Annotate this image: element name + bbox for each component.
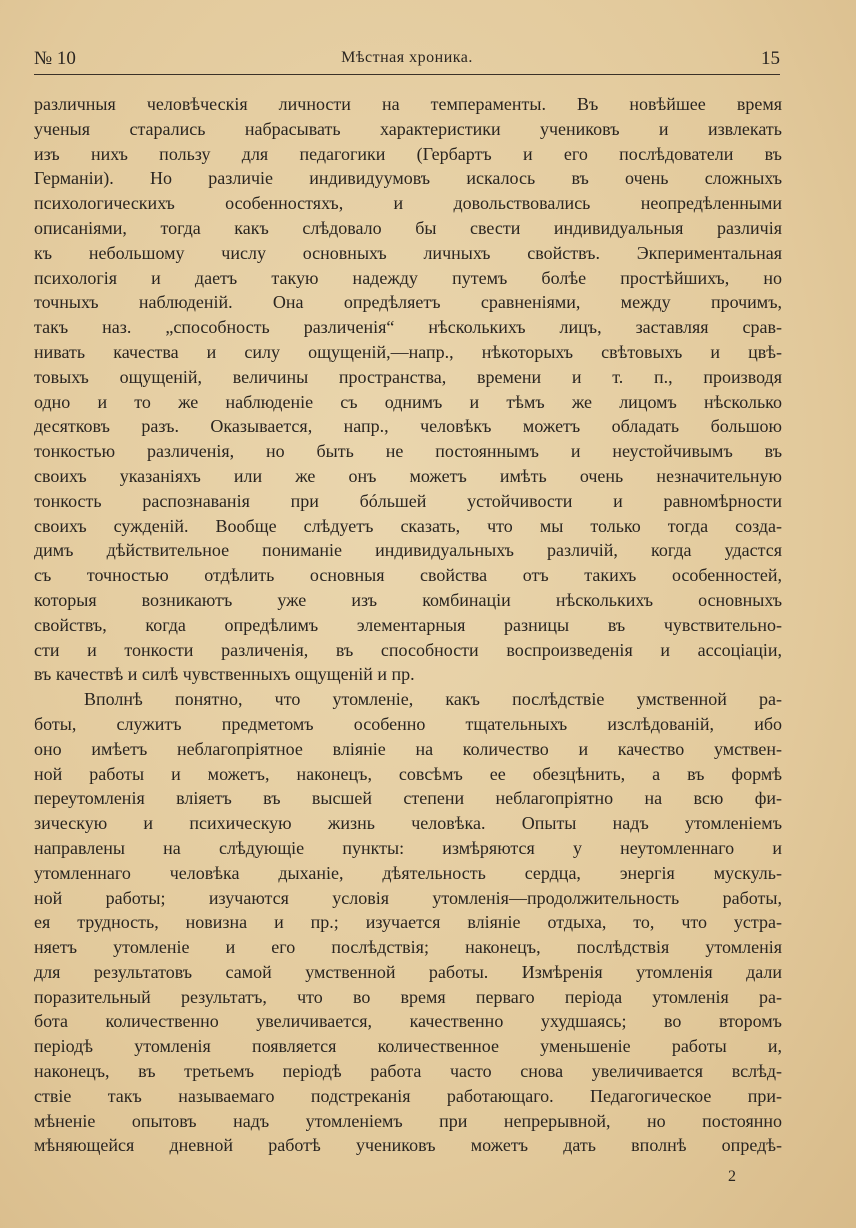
text-line: психологическихъ особенностяхъ, и довольствовались неопредѣленными [34, 193, 782, 214]
text-line: нивать качества и силу ощущеній,—напр., нѣкоторыхъ свѣтовыхъ и цвѣ- [34, 341, 782, 362]
text-line: оно имѣетъ неблагопріятное вліяніе на количество и качество умствен- [34, 738, 782, 759]
text-line: тонкость распознаванія при бóльшей устойчивости и равномѣрности [34, 490, 782, 511]
text-line: мѣняющейся дневной работѣ учениковъ можетъ дать вполнѣ опредѣ- [34, 1135, 782, 1156]
text-line: съ точностью отдѣлить основныя свойства отъ такихъ особенностей, [34, 565, 782, 586]
text-line: тонкостью различенія, но быть не постояннымъ и неустойчивымъ въ [34, 441, 782, 462]
text-line: наконецъ, въ третьемъ періодѣ работа часто снова увеличивается вслѣд- [34, 1061, 782, 1082]
text-line: изъ нихъ пользу для педагогики (Гербартъ и его послѣдователи въ [34, 143, 782, 164]
text-line: Германіи). Но различіе индивидуумовъ искалось въ очень сложныхъ [34, 168, 782, 189]
text-line: психологія и даетъ такую надежду путемъ болѣе простѣйшихъ, но [34, 267, 782, 288]
text-line: ученыя старались набрасывать характеристики учениковъ и извлекать [34, 118, 782, 139]
text-line: для результатовъ самой умственной работы. Измѣренія утомленія дали [34, 961, 782, 982]
text-line: зическую и психическую жизнь человѣка. Опыты надъ утомленіемъ [34, 813, 782, 834]
text-line: описаніями, тогда какъ слѣдовало бы свести индивидуальныя различія [34, 217, 782, 238]
text-line: точныхъ наблюденій. Она опредѣляетъ сравненіями, между прочимъ, [34, 292, 782, 313]
text-line: Вполнѣ понятно, что утомленіе, какъ послѣдствіе умственной ра- [84, 689, 782, 710]
text-line: ной работы и можетъ, наконецъ, совсѣмъ ее обезцѣнить, а въ формѣ [34, 763, 782, 784]
text-line: поразительный результатъ, что во время перваго періода утомленія ра- [34, 986, 782, 1007]
issue-number: № 10 [34, 48, 76, 69]
text-line: утомленнаго человѣка дыханіе, дѣятельность сердца, энергія мускуль- [34, 862, 782, 883]
text-line: направлены на слѣдующіе пункты: измѣряются у неутомленнаго и [34, 837, 782, 858]
text-line: переутомленія вліяетъ въ высшей степени неблагопріятно на всю фи- [34, 788, 782, 809]
text-line: мѣненіе опытовъ надъ утомленіемъ при непрерывной, но постоянно [34, 1110, 782, 1131]
text-line: одно и то же наблюденіе съ однимъ и тѣмъ же лицомъ нѣсколько [34, 391, 782, 412]
section-title: Мѣстная хроника. [341, 49, 473, 66]
text-line: такъ наз. „способность различенія“ нѣсколькихъ лицъ, заставляя срав- [34, 317, 782, 338]
body-text [34, 92, 782, 1158]
text-line: въ качествѣ и силѣ чувственныхъ ощущеній и пр. [34, 664, 415, 685]
text-line: свойствъ, когда опредѣлимъ элементарныя разницы въ чувствительно- [34, 614, 782, 635]
text-line: ея трудность, новизна и пр.; изучается вліяніе отдыха, то, что устра- [34, 912, 782, 933]
text-line: боты, служитъ предметомъ особенно тщательныхъ изслѣдованій, ибо [34, 713, 782, 734]
text-line: димъ дѣйствительное пониманіе индивидуальныхъ различій, когда удастся [34, 540, 782, 561]
text-line: періодѣ утомленія появляется количественное уменьшеніе работы и, [34, 1036, 782, 1057]
running-header [34, 44, 780, 75]
text-line: десятковъ разъ. Оказывается, напр., человѣкъ можетъ обладать большою [34, 416, 782, 437]
signature-mark: 2 [728, 1168, 736, 1185]
text-line: товыхъ ощущеній, величины пространства, времени и т. п., производя [34, 366, 782, 387]
page-number: 15 [761, 48, 780, 69]
text-line: бота количественно увеличивается, качественно ухудшаясь; во второмъ [34, 1011, 782, 1032]
text-line: няетъ утомленіе и его послѣдствія; наконецъ, послѣдствія утомленія [34, 937, 782, 958]
text-line: различныя человѣческія личности на темпераменты. Въ новѣйшее время [34, 94, 782, 114]
text-line: своихъ указаніяхъ или же онъ можетъ имѣть очень незначительную [34, 465, 782, 486]
text-line: ствіе такъ называемаго подстреканія работающаго. Педагогическое при- [34, 1085, 782, 1106]
text-line: которыя возникаютъ уже изъ комбинаціи нѣсколькихъ основныхъ [34, 589, 782, 610]
text-line: сти и тонкости различенія, въ способности воспроизведенія и ассоціаціи, [34, 639, 782, 660]
text-line: своихъ сужденій. Вообще слѣдуетъ сказать, что мы только тогда созда- [34, 515, 782, 536]
text-line: къ небольшому числу основныхъ личныхъ свойствъ. Экпериментальная [34, 242, 782, 263]
text-line: ной работы; изучаются условія утомленія—продолжительность работы, [34, 887, 782, 908]
